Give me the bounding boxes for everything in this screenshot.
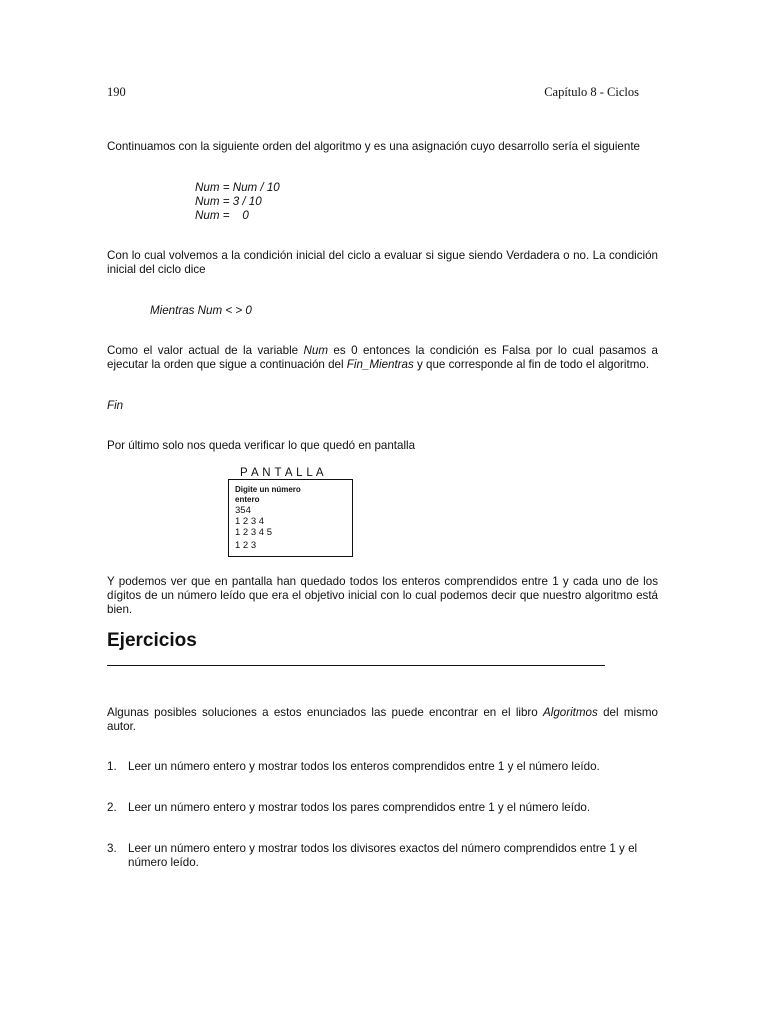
list-item bbox=[0, 801, 768, 817]
list-item-text: Leer un número entero y mostrar todos los pares comprendidos entre 1 y el número leído. bbox=[128, 801, 591, 814]
explanation-part-2: es 0 entonces la condición es Falsa por lo cual pasamos a ejecutar la orden que sigue a continuación del bbox=[107, 344, 658, 371]
screen-prompt-line-2: entero bbox=[235, 495, 260, 504]
variable-num: Num bbox=[303, 344, 328, 357]
explanation-part-3: y que corresponde al fin de todo el algoritmo. bbox=[413, 358, 650, 371]
explanation-part-1: Como el valor actual de la variable bbox=[107, 344, 304, 357]
screen-output-line-3: 1 2 3 4 5 bbox=[235, 527, 272, 538]
page-number: 190 bbox=[107, 85, 126, 99]
list-item-text: Leer un número entero y mostrar todos los enteros comprendidos entre 1 y el número leído. bbox=[128, 760, 600, 773]
exercises-intro bbox=[107, 706, 658, 734]
chapter-title: Capítulo 8 - Ciclos bbox=[544, 85, 639, 99]
list-item-number: 1. bbox=[107, 760, 117, 773]
code-line-2: Num = 3 / 10 bbox=[195, 195, 262, 208]
screen-output-line-2: 1 2 3 4 bbox=[235, 516, 265, 527]
list-item bbox=[0, 760, 768, 776]
explanation-paragraph bbox=[107, 344, 658, 372]
code-line-1: Num = Num / 10 bbox=[195, 181, 280, 194]
fin-keyword: Fin bbox=[107, 399, 124, 412]
verify-paragraph: Por último solo nos queda verificar lo que quedó en pantalla bbox=[107, 439, 416, 452]
screen-box bbox=[228, 479, 353, 557]
code-line-3: Num = 0 bbox=[195, 209, 249, 222]
heading-rule bbox=[107, 665, 605, 666]
keyword-fin-mientras: Fin_Mientras bbox=[346, 358, 414, 371]
screen-prompt-line-1: Digite un número bbox=[235, 485, 301, 494]
screen-output-line-1: 354 bbox=[235, 505, 251, 516]
exercises-heading: Ejercicios bbox=[107, 630, 197, 651]
list-item bbox=[0, 842, 768, 872]
exercises-intro-part-1: Algunas posibles soluciones a estos enunciados las puede encontrar en el libro bbox=[107, 706, 544, 719]
book-title: Algoritmos bbox=[543, 706, 598, 719]
list-item-number: 2. bbox=[107, 801, 117, 814]
screen-output-line-4: 1 2 3 bbox=[235, 540, 257, 551]
exercises-intro-part-2: del mismo autor. bbox=[107, 706, 658, 733]
intro-paragraph: Continuamos con la siguiente orden del algoritmo y es una asignación cuyo desarrollo sería el siguiente bbox=[107, 140, 640, 153]
condition-paragraph: Con lo cual volvemos a la condición inicial del ciclo a evaluar si sigue siendo Verdadera o no. La condición inicial del ciclo dice bbox=[107, 249, 658, 276]
condition-code: Mientras Num < > 0 bbox=[150, 304, 252, 317]
list-item-number: 3. bbox=[107, 842, 117, 855]
screen-title: P A N T A L L A bbox=[240, 467, 325, 479]
conclusion-paragraph: Y podemos ver que en pantalla han quedado todos los enteros comprendidos entre 1 y cada uno de los dígitos de un número leído que era el objetivo inicial con lo cual podemos decir que nuestro algoritmo está bien. bbox=[107, 575, 658, 616]
list-item-text: Leer un número entero y mostrar todos los divisores exactos del número comprendidos entre 1 y el número leído. bbox=[128, 842, 638, 869]
